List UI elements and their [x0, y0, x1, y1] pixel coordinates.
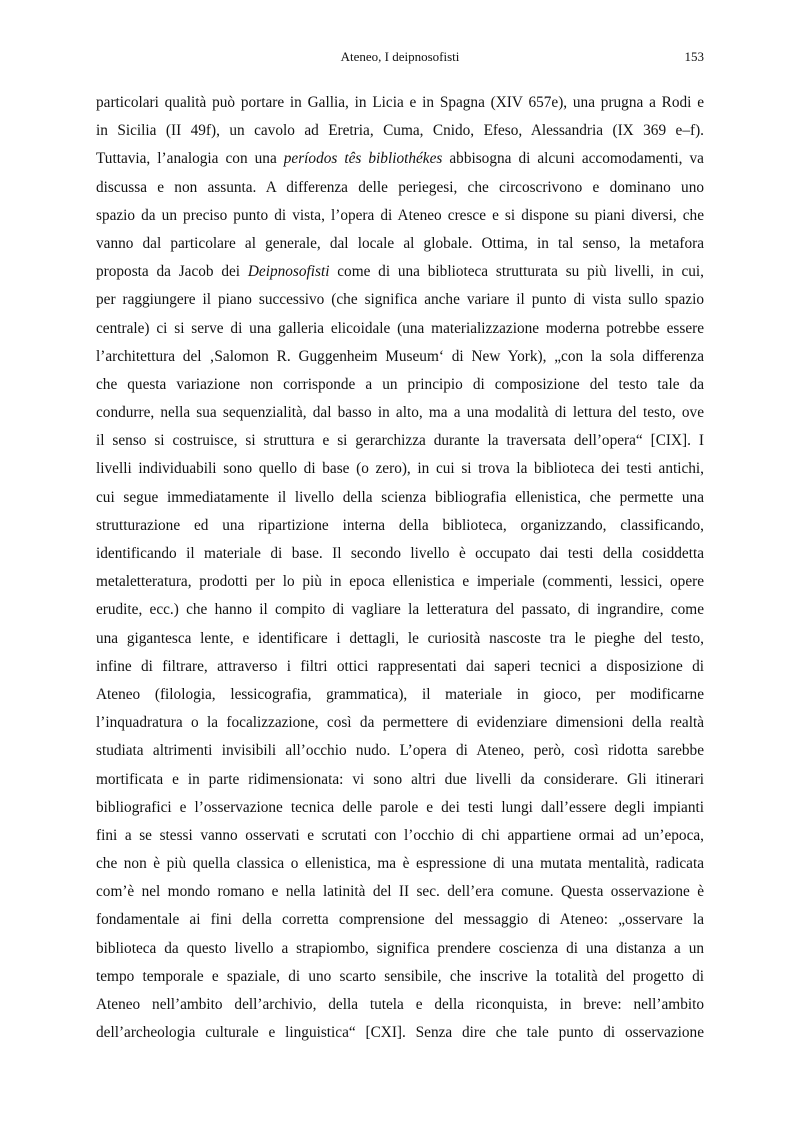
- text-line: dell’archeologia culturale e linguistica“ [CXI]. Senza dire che tale punto di osservazione: [96, 1024, 704, 1042]
- text-line: metaletteratura, prodotti per lo più in epoca ellenistica e imperiale (commenti, lessici, opere: [96, 573, 704, 591]
- text-line: livelli individuabili sono quello di base (o zero), in cui si trova la biblioteca dei testi antichi,: [96, 460, 704, 478]
- text-line: l’inquadratura o la focalizzazione, così da permettere di evidenziare dimensioni della realtà: [96, 714, 704, 732]
- text-line: mortificata e in parte ridimensionata: vi sono altri due livelli da considerare. Gli itinerari: [96, 770, 704, 788]
- page-header: [96, 47, 704, 67]
- text-line: particolari qualità può portare in Gallia, in Licia e in Spagna (XIV 657e), una prugna a Rodi e: [96, 94, 704, 111]
- text-line: bibliografici e l’osservazione tecnica delle parole e dei testi lungi dall’essere degli impianti: [96, 798, 704, 816]
- text-line: strutturazione ed una ripartizione interna della biblioteca, organizzando, classificando,: [96, 516, 704, 534]
- text-line: infine di filtrare, attraverso i filtri ottici rappresentati dai saperi tecnici a disposizione di: [96, 657, 704, 675]
- text-line: Tuttavia, l’analogia con una períodos tês bibliothékes abbisogna di alcuni accomodamenti, va: [96, 150, 704, 168]
- text-line: studiata altrimenti invisibili all’occhio nudo. L’opera di Ateneo, però, così ridotta sarebbe: [96, 742, 704, 760]
- text-line: proposta da Jacob dei Deipnosofisti come di una biblioteca strutturata su più livelli, in cui,: [96, 263, 704, 281]
- text-line: fondamentale ai fini della corretta comprensione del messaggio di Ateneo: „osservare la: [96, 911, 704, 929]
- running-title: Ateneo, I deipnosofisti: [340, 49, 460, 64]
- text-line: una gigantesca lente, e identificare i dettagli, le curiosità nascoste tra le pieghe del testo,: [96, 629, 704, 647]
- text-line: Ateneo (filologia, lessicografia, grammatica), il materiale in gioco, per modificarne: [96, 685, 704, 703]
- text-line: cui segue immediatamente il livello della scienza bibliografia ellenistica, che permette una: [96, 488, 704, 506]
- page-number: 153: [684, 49, 704, 64]
- text-line: identificando il materiale di base. Il secondo livello è occupato dai testi della cosiddetta: [96, 545, 704, 562]
- body-text: [96, 89, 704, 1047]
- text-line: condurre, nella sua sequenzialità, dal basso in alto, ma a una modalità di lettura del testo, ove: [96, 404, 704, 422]
- text-line: vanno dal particolare al generale, dal locale al globale. Ottima, in tal senso, la metafora: [96, 234, 704, 252]
- text-line: spazio da un preciso punto di vista, l’opera di Ateneo cresce e si dispone su piani diversi, che: [96, 206, 704, 224]
- text-line: centrale) ci si serve di una galleria elicoidale (una materializzazione moderna potrebbe essere: [96, 319, 704, 337]
- text-line: il senso si costruisce, si struttura e si gerarchizza durante la traversata dell’opera“ [CIX]. I: [96, 432, 704, 450]
- text-line: biblioteca da questo livello a strapiombo, significa prendere coscienza di una distanza a un: [96, 939, 704, 957]
- text-line: per raggiungere il piano successivo (che significa anche variare il punto di vista sullo spazio: [96, 291, 704, 309]
- text-line: che questa variazione non corrisponde a un principio di composizione del testo tale da: [96, 375, 704, 393]
- text-line: che non è più quella classica o ellenistica, ma è espressione di una mutata mentalità, radicata: [96, 855, 704, 873]
- italic-title-deipnosofisti: Deipnosofisti: [247, 263, 330, 281]
- text-line: Ateneo nell’ambito dell’archivio, della tutela e della riconquista, in breve: nell’ambito: [96, 996, 704, 1013]
- text-line: fini a se stessi vanno osservati e scrutati con l’occhio di chi appartiene ormai ad un’epoca,: [96, 826, 704, 844]
- text-line: l’architettura del ‚Salomon R. Guggenheim Museum‘ di New York), „con la sola differenza: [96, 347, 704, 365]
- text-line: tempo temporale e spaziale, di uno scarto sensibile, che inscrive la totalità del progetto di: [96, 967, 704, 985]
- text-line: erudite, ecc.) che hanno il compito di vagliare la letteratura del passato, di ingrandire, come: [96, 601, 704, 619]
- italic-title-periodos: períodos tês bibliothékes: [283, 150, 443, 168]
- text-line: in Sicilia (II 49f), un cavolo ad Eretria, Cuma, Cnido, Efeso, Alessandria (IX 369 e–f).: [96, 122, 704, 140]
- text-line: com’è nel mondo romano e nella latinità del II sec. dell’era comune. Questa osservazione è: [96, 883, 704, 901]
- text-line: discussa e non assunta. A differenza delle periegesi, che circoscrivono e dominano uno: [96, 178, 704, 196]
